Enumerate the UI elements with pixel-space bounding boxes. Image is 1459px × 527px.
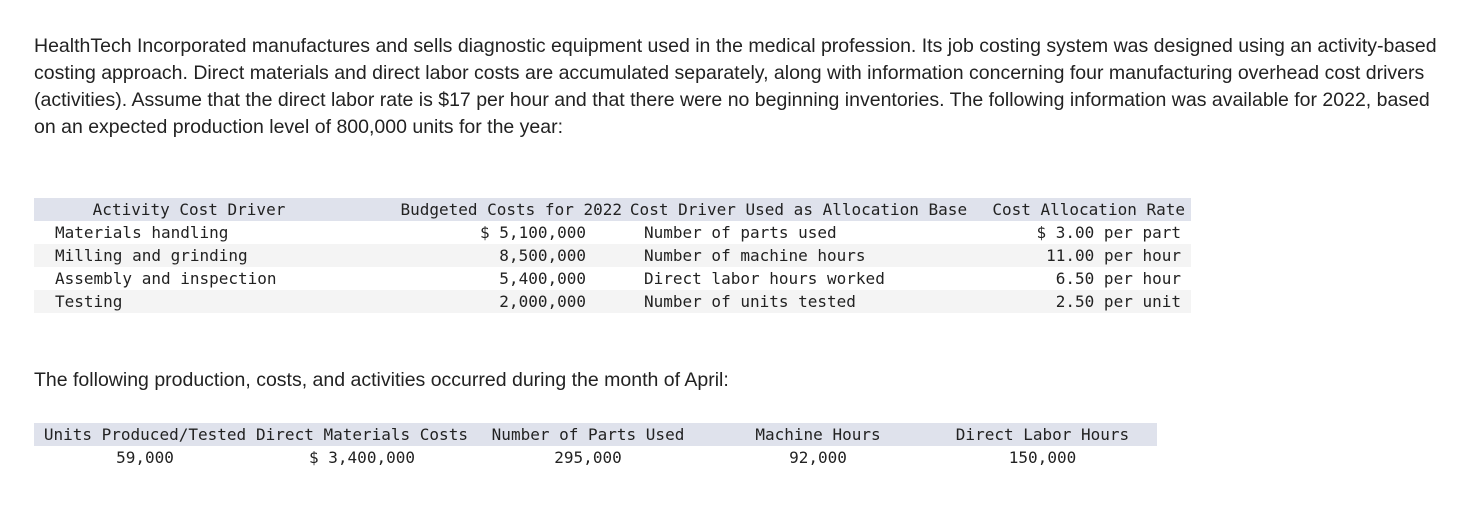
table-row <box>34 244 1191 267</box>
base-cell: Number of parts used <box>644 223 837 242</box>
header-direct-materials-costs: Direct Materials Costs <box>256 425 468 444</box>
cost-cell: 8,500,000 <box>344 244 626 267</box>
units-cell: 59,000 <box>116 448 174 467</box>
labor-hours-cell: 150,000 <box>1008 448 1077 467</box>
activity-cell: Assembly and inspection <box>55 269 277 288</box>
table-row <box>34 290 1191 313</box>
header-activity-cost-driver: Activity Cost Driver <box>34 198 344 221</box>
table-row <box>34 267 1191 290</box>
dm-cost-cell: $ 3,400,000 <box>309 448 415 467</box>
cost-cell: 5,400,000 <box>499 269 586 288</box>
table-header-row <box>34 198 1191 221</box>
cost-cell: 2,000,000 <box>344 290 626 313</box>
table-header-row <box>34 423 1157 446</box>
cost-cell: $ 5,100,000 <box>480 223 586 242</box>
activity-cell: Milling and grinding <box>34 244 344 267</box>
table-row <box>34 446 1157 469</box>
activity-cell: Materials handling <box>55 223 229 242</box>
activity-cell: Testing <box>34 290 344 313</box>
parts-cell: 295,000 <box>554 448 622 467</box>
rate-cell: 2.50 per unit <box>971 290 1191 313</box>
machine-hours-cell: 92,000 <box>789 448 847 467</box>
header-units-produced: Units Produced/Tested <box>34 423 256 446</box>
header-cost-driver-base: Cost Driver Used as Allocation Base <box>626 198 971 221</box>
header-direct-labor-hours: Direct Labor Hours <box>928 423 1157 446</box>
base-cell: Number of units tested <box>626 290 971 313</box>
base-cell: Direct labor hours worked <box>644 269 885 288</box>
rate-cell: 11.00 per hour <box>971 244 1191 267</box>
header-parts-used: Number of Parts Used <box>468 423 708 446</box>
table-row <box>34 221 1191 244</box>
rate-cell: $ 3.00 per part <box>1036 223 1181 242</box>
header-cost-allocation-rate: Cost Allocation Rate <box>971 198 1191 221</box>
april-activity-sentence: The following production, costs, and activities occurred during the month of April: <box>34 369 729 391</box>
base-cell: Number of machine hours <box>626 244 971 267</box>
april-production-table <box>34 423 1157 469</box>
rate-cell: 6.50 per hour <box>1055 269 1181 288</box>
activity-cost-driver-table <box>34 198 1191 313</box>
header-budgeted-costs: Budgeted Costs for 2022 <box>344 198 626 221</box>
problem-intro: HealthTech Incorporated manufactures and sells diagnostic equipment used in the medical profession. Its job costing system was designed using an activity-based costing approach. Direct materials and direct labor costs are accumulated separately, along with information concerning four manufacturing overhead cost drivers (activities). Assume that the direct labor rate is $17 per hour and that there were no beginning inventories. The following information was available for 2022, based on an expected production level of 800,000 units for the year: <box>34 35 1437 138</box>
header-machine-hours: Machine Hours <box>708 423 928 446</box>
